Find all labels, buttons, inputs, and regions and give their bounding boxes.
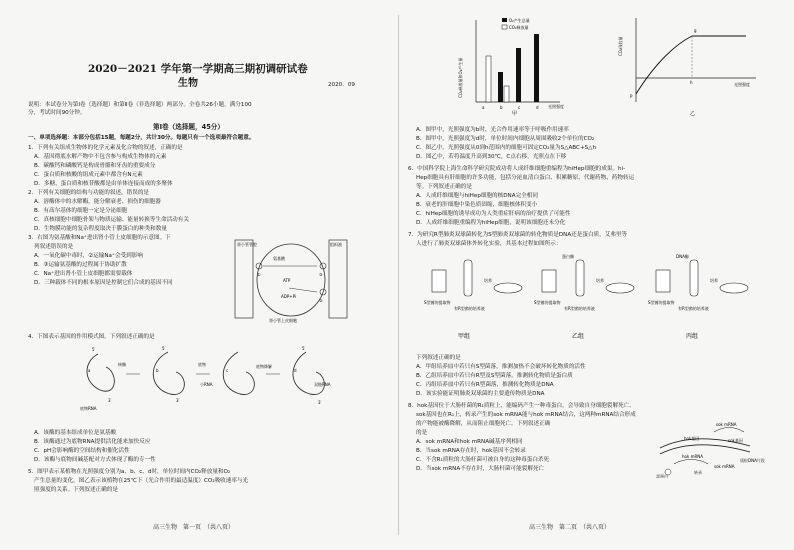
q4-option-d: D．该酶与底物间碱基配对方式体现了酶的专一性 [34, 457, 156, 463]
q4-stem: 4．下图表示基因的作用模式图。下列叙述正确的是 [28, 334, 155, 340]
yi-caption: 乙 [690, 111, 696, 116]
yi-point-g: g [694, 28, 697, 33]
instructions-line-1: 说明：本试卷分为第Ⅰ卷（选择题）和第Ⅱ卷（非选择题）两部分。全卷共26小题，满分100 [28, 102, 252, 108]
q5-option-c: C．图乙中，光照强度从0到h范围内的细胞可固定CO₂量为S△ABC+S△h [416, 145, 597, 151]
chart-yi [616, 12, 766, 116]
jia-bar-o2-3 [534, 34, 539, 102]
page-one-footer: 高三生物 第一页 （共八页） [153, 524, 235, 531]
jia-caption: 甲 [512, 111, 518, 116]
label-a: a [88, 368, 91, 373]
q8-option-b: B．当sok mRNA存在时，hok基因不会转录 [416, 448, 526, 454]
label-hok-gene: hok基因 [684, 436, 700, 441]
q2-option-d: D．生物膜功能的复杂程度取决于膜蛋白的种类和数量 [34, 226, 167, 232]
label-toxin: 毒蛋白 [656, 474, 668, 478]
label-hok-mrna: hok mRNA [682, 454, 703, 459]
q3-transport-diagram [233, 236, 353, 324]
label-lumen: 肾小管管腔 [237, 242, 257, 247]
jia-culture-label: 培养 [484, 278, 492, 283]
jia-bar-co2-1 [504, 86, 509, 102]
label-adp: ADP+Pi [281, 294, 297, 299]
q6-stem-3: 等。下列叙述正确的是 [416, 184, 472, 190]
label-carrier-1: ① [257, 272, 261, 277]
q7-stem: 7．为研究R型肺炎双球菌转化为S型肺炎双球菌的转化物质是DNA还是蛋白质，艾弗里等 [408, 232, 628, 238]
jia-x-label: 光照强度 [548, 104, 564, 109]
group-bing [648, 253, 748, 340]
q1-option-d: D．多糖、蛋白质和核苷酸都是由单体连接而成的多聚体 [34, 181, 173, 187]
page-divider [398, 15, 399, 535]
label-b: b [156, 368, 159, 373]
yi-dish [606, 283, 634, 293]
rna-strand-2 [153, 352, 184, 394]
label-degradation: 底物降解 [256, 364, 272, 369]
section-one-heading: 一、单项选择题：本部分包括15题，每题2分，共计30分。每题只有一个选项最符合题意。 [28, 135, 255, 141]
q1-option-b: B．碳酸钙和磷酸钙是构成骨骼和牙齿的重要成分 [34, 163, 156, 169]
label-transcription: 转录 [694, 470, 702, 475]
yi-tube [576, 260, 584, 296]
jia-bar-o2-1 [498, 72, 503, 102]
jia-cat-b: b [500, 105, 503, 110]
yi-extract-label: S型菌的提取物 [534, 300, 561, 305]
q8-option-d: D．当sok mRNA不存在时，大肠杆菌可能裂解死亡 [416, 466, 545, 472]
q8-plasmid-diagram [654, 418, 772, 478]
q2-stem: 2．下列有关细胞的结构与功能的叙述，错误的是 [28, 190, 150, 196]
hok-mrna-strand [674, 460, 708, 465]
q6-stem-2: Hep细胞具有肝细胞的许多功能，包括分泌血清白蛋白、积累糖原、代谢药物、药物转运 [416, 175, 635, 181]
q5-option-d: D．图乙中，若将温度升高到30℃，C点右移，光照点在下移 [416, 154, 567, 160]
q5-stem-2: 产生总量的变化。图乙表示该植物在25℃下（光合作用的最适温度）CO₂吸收速率与光 [34, 478, 249, 484]
jia-cat-c: c [518, 105, 521, 110]
exam-date: 2020．09 [328, 82, 355, 88]
q8-option-a: A．sok mRNA和hok mRNA碱基序列相同 [416, 439, 523, 445]
lumen-side [235, 240, 253, 318]
jia-dish [494, 283, 522, 293]
label-atp: ATP [283, 278, 291, 283]
jia-bar-co2-0 [486, 56, 491, 102]
q3-option-b: B．③运输氨基酸的过程属于协助扩散 [34, 262, 127, 268]
rna-strand-1 [87, 354, 114, 391]
yi-enzyme-label: 蛋白酶 [562, 254, 574, 259]
jia-y-label: CO₂释放量和O₂产生量 [458, 57, 463, 98]
yi-medium-label: 有R型菌的培养液 [564, 306, 595, 311]
q4-option-b: B．该酶通过为底物RNA提供活化能来加快反应 [34, 439, 151, 445]
jia-bars [486, 34, 539, 102]
bing-tube [690, 260, 698, 296]
label-d: d [294, 368, 297, 373]
label-3p-a: 3′ [108, 398, 112, 403]
bing-culture-label: 培养 [710, 278, 718, 283]
q5-stem-3: 照强度的关系。下列叙述正确的是 [34, 487, 118, 493]
label-carrier-3: ③ [319, 272, 323, 277]
q6-option-a: A．人成纤维细胞与hiHep细胞的核DNA完全相同 [416, 193, 538, 199]
q2-option-a: A．溶酶体中的水解酶，能分解衰老、损伤的细胞器 [34, 199, 161, 205]
label-dsrna: 双链RNA [314, 382, 331, 387]
jia-bar-o2-2 [516, 48, 521, 102]
q1-stem: 1．下列有关组成生物体的化学元素及化合物的叙述，正确的是 [28, 145, 183, 151]
label-epithelial: 肾小管上皮细胞 [269, 318, 297, 323]
label-small-rna: 小RNA [200, 382, 213, 387]
yi-point-h: h [690, 80, 693, 85]
q4-option-a: A．该酶的基本组成单位是氨基酸 [34, 430, 117, 436]
q7-stem-2: 人进行了肺炎双球菌体外转化实验，其基本过程如图所示： [416, 241, 562, 247]
sok-mrna-strand [714, 428, 744, 433]
yi-group-label: 乙组 [572, 333, 585, 340]
plasmid-dna-strand-2 [660, 445, 750, 454]
bing-medium-label: 有R型菌的培养液 [678, 306, 709, 311]
rna-strand-3 [223, 352, 254, 394]
yi-curve [636, 36, 746, 94]
yi-extract-beaker [542, 270, 556, 292]
bing-dish [720, 283, 748, 293]
q3-option-a: A．一氧化碳中毒时，②运输Na⁺会受到影响 [34, 253, 143, 259]
label-5p-b: 5′ [162, 346, 166, 351]
page-two [404, 0, 776, 550]
label-3p-b: 3′ [176, 398, 180, 403]
jia-group-label: 甲组 [458, 333, 471, 340]
q7-option-d: D．该实验能证明肺炎双球菌的主要遗传物质是DNA [416, 391, 545, 397]
exam-title: 2020－2021 学年第一学期高三期初调研试卷 [88, 63, 308, 75]
jia-tube [464, 260, 472, 296]
q5-stem: 5．图甲表示某植物在光照强度分别为a、b、c、d时，单位时间内CO₂释放量和O₂ [28, 469, 231, 475]
label-plasmid: 质粒DNA片段 [740, 458, 765, 463]
label-amino-acid: 氨基酸 [273, 256, 285, 261]
yi-x-label: 光照强度 [734, 82, 750, 87]
bing-enzyme-label: DNA酶 [676, 254, 689, 259]
q6-option-c: C．hiHep细胞的诱导成功为人类重症肝病的治疗提供了可能性 [416, 211, 571, 217]
page-two-footer: 高三生物 第二页 （共八页） [529, 524, 611, 531]
jia-extract-label: S型菌的提取物 [424, 300, 451, 305]
q2-option-b: B．有高尔基体的细胞一定是分泌细胞 [34, 208, 128, 214]
q1-option-a: A．基因彻底水解产物中不包含参与构成生物体的元素 [34, 154, 167, 160]
jia-medium-label: 有R型菌的培养液 [454, 306, 485, 311]
jia-legend-2: CO₂释放量 [509, 25, 529, 30]
label-substrate-rna: 底物RNA [80, 406, 97, 411]
q4-ribozyme-diagram [78, 342, 348, 412]
part-one-header: 第Ⅰ卷（选择题，45分） [153, 123, 224, 131]
q7-prompt: 下列叙述正确的是 [416, 355, 461, 361]
chart-jia [456, 12, 576, 116]
q8-stem-3: 的产物能被酶降解，从而阻止细胞死亡。下列叙述正确 [416, 421, 551, 427]
q8-option-c: C．不含R₁质粒的大肠杆菌可被自身的这种毒蛋白杀死 [416, 457, 550, 463]
q2-option-c: C．真核细胞中细胞骨架与物质运输、能量转换等生命活动有关 [34, 217, 189, 223]
q7-option-c: C．丙组培养皿中若只有R型菌落，推测转化物质是DNA [416, 382, 554, 388]
bing-extract-label: S型菌的提取物 [648, 300, 675, 305]
label-ribozyme: 核酶 [118, 362, 126, 367]
q5-option-b: B．图甲中，光照强度为d时，单位时间内细胞从周围吸收2个单位的CO₂ [416, 136, 595, 142]
label-sok-gene: sok基因 [728, 438, 743, 443]
epithelial-cell [257, 244, 325, 316]
q7-option-a: A．甲组培养皿中若只有S型菌落，推测加热不会破坏转化物质的活性 [416, 364, 586, 370]
yi-y-label: CO₂吸收量 [618, 36, 623, 56]
yi-culture-label: 培养 [596, 278, 604, 283]
jia-cat-a: a [482, 105, 485, 110]
q3-option-c: C．Na⁺进出肾小管上皮细胞都需要载体 [34, 271, 133, 277]
q4-option-c: C．pH会影响酶的空间结构和催化活性 [34, 448, 130, 454]
jia-legend-swatch-2 [502, 25, 507, 29]
page-one [28, 0, 394, 550]
label-tissue-fluid: 组织液 [330, 242, 342, 247]
label-sok-mrna-2: sok mRNA [714, 464, 735, 469]
q6-option-b: B．衰老的肝细胞中染色质固缩，细胞核体积变小 [416, 202, 538, 208]
label-3p-c: 3′ [318, 400, 322, 405]
label-substrate: 底物 [198, 362, 206, 367]
group-jia [424, 260, 522, 340]
label-c: c [226, 368, 229, 373]
q1-option-c: C．蛋白质和核酸的组成元素中都含有N元素 [34, 172, 143, 178]
label-5p-c: 5′ [302, 346, 306, 351]
q6-option-d: D．人成纤维细胞重编程为hiHep细胞，说明该细胞还未分化 [416, 220, 566, 226]
q7-experiment-diagram [424, 252, 764, 348]
q8-stem: 8．hok基因位于大肠杆菌的R₁质粒上，能编码产生一种毒蛋白，会导致自身细胞裂解死亡。 [408, 403, 635, 409]
q8-stem-4: 的是 [416, 430, 428, 436]
bing-group-label: 丙组 [686, 333, 699, 340]
subject-title: 生物 [178, 78, 198, 89]
q3-stem: 3．右图为氨基酸和Na⁺进出肾小管上皮细胞的示意图。下 [28, 235, 171, 241]
group-yi [534, 253, 634, 340]
label-sok-mrna: sok mRNA [716, 422, 737, 427]
yi-point-p: P [630, 94, 633, 99]
q5-option-a: A．图甲中，光照强度为b时，光合作用速率等于呼吸作用速率 [416, 127, 569, 133]
q3-option-d: D．三种载体不同的根本原因是控制它们合成的基因不同 [34, 280, 173, 286]
jia-cat-d: d [536, 105, 539, 110]
bing-extract-beaker [656, 270, 670, 292]
q6-stem: 6．中国科学院上海生命科学研究院成功将人成纤维细胞重编程为hiHep细胞的成果。hi- [408, 166, 626, 172]
q8-stem-2: sok基因也在R₁上，转录产生的sok mRNA能与hok mRNA结合，这两种mRNA结合形成 [416, 412, 636, 418]
jia-legend-swatch-1 [502, 18, 507, 22]
label-carrier-2: ② [319, 298, 323, 303]
q7-option-b: B．乙组培养皿中若只有R型及S型菌落，推测转化物质是蛋白质 [416, 373, 573, 379]
q3-stem-2: 列叙述错误的是 [34, 244, 74, 250]
instructions-line-2: 分，考试时间90分钟。 [28, 110, 86, 116]
rna-strand-4 [293, 352, 324, 394]
tissue-fluid-side [329, 240, 347, 318]
label-5p-a: 5′ [92, 347, 96, 352]
jia-legend-1: O₂产生总量 [509, 18, 530, 23]
jia-extract-beaker [432, 270, 446, 292]
